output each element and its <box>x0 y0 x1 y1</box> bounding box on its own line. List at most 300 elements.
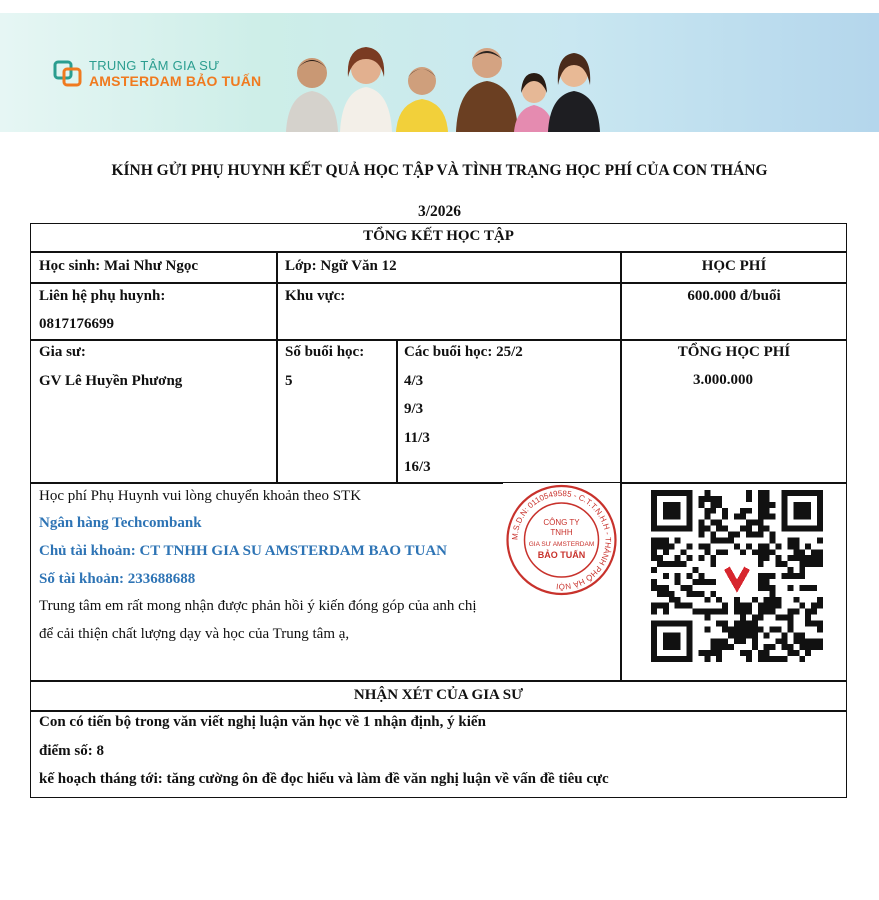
qr-module <box>698 543 704 549</box>
qr-module <box>710 650 716 656</box>
qr-module <box>704 514 710 520</box>
qr-module <box>746 632 752 638</box>
qr-module <box>787 609 793 615</box>
seal-line3: GIA SƯ AMSTERDAM <box>528 541 595 548</box>
session-dates-label: Các buổi học: 25/2 <box>404 344 523 360</box>
qr-module <box>651 585 657 591</box>
qr-module <box>764 579 770 585</box>
qr-module <box>675 579 681 585</box>
qr-module <box>728 537 734 543</box>
qr-module <box>698 555 704 561</box>
review-score: điểm số: 8 <box>39 743 104 759</box>
qr-module <box>722 526 728 532</box>
qr-module <box>758 573 764 579</box>
qr-module <box>764 597 770 603</box>
qr-module <box>799 644 805 650</box>
review-progress: Con có tiến bộ trong văn viết nghị luận văn học về 1 nhận định, ý kiến <box>39 714 486 730</box>
qr-module <box>669 591 675 597</box>
review-next-plan: kế hoạch tháng tới: tăng cường ôn đề đọc hiểu và làm đề văn nghị luận về vấn đề tiêu cực <box>39 771 609 787</box>
qr-module <box>787 555 793 561</box>
qr-module <box>805 644 811 650</box>
qr-module <box>770 591 776 597</box>
qr-module <box>740 615 746 621</box>
qr-module <box>764 502 770 508</box>
qr-module <box>734 543 740 549</box>
qr-module <box>746 532 752 538</box>
qr-module <box>817 555 823 561</box>
qr-module <box>710 496 716 502</box>
qr-module <box>710 520 716 526</box>
qr-module <box>758 561 764 567</box>
qr-module <box>787 650 793 656</box>
parent-contact-label: Liên hệ phụ huynh: <box>39 288 166 304</box>
qr-module <box>704 549 710 555</box>
qr-module <box>698 573 704 579</box>
payment-intro: Học phí Phụ Huynh vui lòng chuyển khoản theo STK <box>39 488 362 504</box>
qr-module <box>740 603 746 609</box>
qr-module <box>704 609 710 615</box>
session-date: 16/3 <box>404 459 431 475</box>
qr-module <box>805 650 811 656</box>
qr-module <box>805 561 811 567</box>
qr-module <box>781 573 787 579</box>
qr-module <box>770 585 776 591</box>
fee-header: HỌC PHÍ <box>701 258 767 274</box>
qr-module <box>799 656 805 662</box>
qr-module <box>728 644 734 650</box>
qr-module <box>704 656 710 662</box>
qr-module <box>746 508 752 514</box>
qr-module <box>805 543 811 549</box>
qr-module <box>698 532 704 538</box>
qr-module <box>698 496 704 502</box>
qr-module <box>716 496 722 502</box>
qr-module <box>663 609 669 615</box>
qr-module <box>799 573 805 579</box>
qr-module <box>710 532 716 538</box>
qr-module <box>675 597 681 603</box>
qr-module <box>716 650 722 656</box>
qr-module <box>728 632 734 638</box>
qr-module <box>787 620 793 626</box>
qr-module <box>811 644 817 650</box>
qr-module <box>793 650 799 656</box>
qr-module <box>746 609 752 615</box>
qr-module <box>817 626 823 632</box>
qr-module <box>811 561 817 567</box>
qr-module <box>675 537 681 543</box>
qr-module <box>793 543 799 549</box>
qr-module <box>758 615 764 621</box>
qr-module <box>716 644 722 650</box>
qr-module <box>781 656 787 662</box>
qr-module <box>722 514 728 520</box>
qr-module <box>787 543 793 549</box>
qr-module <box>734 609 740 615</box>
qr-module <box>817 644 823 650</box>
qr-module <box>669 597 675 603</box>
qr-module <box>787 626 793 632</box>
qr-module <box>681 585 687 591</box>
qr-module <box>764 508 770 514</box>
seal-stamp-icon <box>503 483 620 597</box>
qr-module <box>704 543 710 549</box>
qr-module <box>764 656 770 662</box>
qr-module <box>787 644 793 650</box>
qr-module <box>669 561 675 567</box>
qr-module <box>817 561 823 567</box>
qr-module <box>770 656 776 662</box>
fee-per-session: 600.000 đ/buổi <box>687 288 781 304</box>
qr-module <box>651 543 657 549</box>
qr-module <box>681 603 687 609</box>
qr-module <box>693 567 699 573</box>
qr-module <box>663 537 669 543</box>
qr-module <box>722 609 728 615</box>
qr-module <box>651 549 657 555</box>
qr-module <box>764 644 770 650</box>
qr-module <box>710 508 716 514</box>
qr-module <box>752 597 758 603</box>
qr-module <box>716 620 722 626</box>
qr-module <box>758 650 764 656</box>
payment-qr-code <box>651 489 823 663</box>
qr-module <box>716 502 722 508</box>
qr-module <box>716 526 722 532</box>
qr-module <box>716 656 722 662</box>
qr-module <box>704 626 710 632</box>
qr-module <box>693 579 699 585</box>
qr-module <box>687 603 693 609</box>
qr-module <box>776 603 782 609</box>
qr-module <box>799 632 805 638</box>
report-title <box>30 156 849 227</box>
qr-module <box>693 591 699 597</box>
qr-module <box>770 502 776 508</box>
qr-module <box>710 537 716 543</box>
session-date: 11/3 <box>404 430 430 446</box>
qr-module <box>698 526 704 532</box>
qr-module <box>787 585 793 591</box>
qr-module <box>770 537 776 543</box>
qr-module <box>669 543 675 549</box>
qr-module <box>799 603 805 609</box>
qr-module <box>787 537 793 543</box>
qr-module <box>776 555 782 561</box>
qr-module <box>764 632 770 638</box>
qr-module <box>740 650 746 656</box>
qr-module <box>698 502 704 508</box>
class-name: Lớp: Ngữ Văn 12 <box>285 258 397 274</box>
center-logo-icon <box>53 60 83 88</box>
qr-module <box>811 620 817 626</box>
qr-module <box>758 520 764 526</box>
qr-module <box>758 532 764 538</box>
qr-module <box>681 561 687 567</box>
qr-module <box>657 561 663 567</box>
qr-module <box>776 615 782 621</box>
qr-module <box>752 532 758 538</box>
svg-text:M.S.D.N: 0110549585 - C.T.T.N. <box>510 489 612 591</box>
qr-module <box>752 615 758 621</box>
qr-module <box>710 579 716 585</box>
qr-module <box>752 520 758 526</box>
qr-module <box>799 555 805 561</box>
qr-module <box>740 549 746 555</box>
qr-module <box>764 543 770 549</box>
qr-module <box>758 549 764 555</box>
total-fee: 3.000.000 <box>693 372 753 388</box>
qr-module <box>710 609 716 615</box>
seal-line1: CÔNG TY <box>543 518 580 527</box>
qr-module <box>770 573 776 579</box>
qr-module <box>710 644 716 650</box>
qr-module <box>770 597 776 603</box>
qr-module <box>746 543 752 549</box>
qr-module <box>657 537 663 543</box>
header-banner <box>0 13 879 132</box>
qr-module <box>663 591 669 597</box>
qr-module <box>716 537 722 543</box>
qr-module <box>752 638 758 644</box>
qr-module <box>716 549 722 555</box>
qr-module <box>770 609 776 615</box>
parent-phone: 0817176699 <box>39 316 114 332</box>
qr-module <box>663 573 669 579</box>
qr-module <box>793 609 799 615</box>
qr-module <box>764 490 770 496</box>
qr-module <box>722 508 728 514</box>
qr-module <box>681 549 687 555</box>
qr-module <box>758 656 764 662</box>
qr-module <box>758 496 764 502</box>
qr-module <box>776 561 782 567</box>
qr-module <box>716 638 722 644</box>
session-date: 4/3 <box>404 373 424 389</box>
qr-module <box>663 543 669 549</box>
qr-module <box>776 626 782 632</box>
sessions-count: 5 <box>285 373 293 389</box>
qr-module <box>687 591 693 597</box>
qr-module <box>817 620 823 626</box>
qr-module <box>663 561 669 567</box>
qr-module <box>716 597 722 603</box>
qr-module <box>704 508 710 514</box>
qr-module <box>770 532 776 538</box>
qr-module <box>746 656 752 662</box>
qr-module <box>687 573 693 579</box>
qr-module <box>799 638 805 644</box>
qr-module <box>710 561 716 567</box>
qr-module <box>710 591 716 597</box>
table-rule <box>396 339 398 482</box>
summary-title: TỔNG KẾT HỌC TẬP <box>363 228 514 244</box>
qr-module <box>817 549 823 555</box>
qr-module <box>663 585 669 591</box>
qr-module <box>752 549 758 555</box>
qr-module <box>704 597 710 603</box>
qr-module <box>811 638 817 644</box>
qr-module <box>651 603 657 609</box>
qr-module <box>799 549 805 555</box>
qr-module <box>746 526 752 532</box>
tutor-name: GV Lê Huyền Phương <box>39 373 183 389</box>
qr-module <box>805 638 811 644</box>
qr-module <box>722 620 728 626</box>
qr-module <box>776 656 782 662</box>
qr-module <box>740 638 746 644</box>
qr-module <box>776 543 782 549</box>
qr-module <box>770 603 776 609</box>
total-fee-label: TỔNG HỌC PHÍ <box>677 344 791 360</box>
feedback-request-line2: để cải thiện chất lượng dạy và học của Trung tâm ạ, <box>39 626 350 642</box>
qr-module <box>687 543 693 549</box>
table-rule <box>276 251 278 482</box>
qr-module <box>793 597 799 603</box>
qr-module <box>734 638 740 644</box>
qr-module <box>734 626 740 632</box>
qr-module <box>651 609 657 615</box>
report-title-line1: KÍNH GỬI PHỤ HUYNH KẾT QUẢ HỌC TẬP VÀ TÌNH TRẠNG HỌC PHÍ CỦA CON THÁNG <box>111 162 768 179</box>
qr-module <box>675 603 681 609</box>
qr-module <box>693 609 699 615</box>
qr-module <box>734 603 740 609</box>
bank-name: Ngân hàng Techcombank <box>39 515 202 531</box>
qr-module <box>758 585 764 591</box>
qr-module <box>716 609 722 615</box>
qr-module <box>752 620 758 626</box>
qr-module <box>657 591 663 597</box>
qr-module <box>698 520 704 526</box>
qr-module <box>811 603 817 609</box>
report-title-month: 3/2026 <box>417 203 462 220</box>
seal-line2: TNHH <box>550 528 573 537</box>
qr-module <box>728 626 734 632</box>
qr-module <box>758 609 764 615</box>
qr-module <box>758 543 764 549</box>
qr-module <box>781 644 787 650</box>
qr-module <box>764 573 770 579</box>
qr-module <box>704 650 710 656</box>
qr-module <box>698 650 704 656</box>
qr-module <box>657 543 663 549</box>
qr-module <box>817 638 823 644</box>
sessions-label: Số buổi học: <box>285 344 365 360</box>
qr-module <box>722 644 728 650</box>
qr-module <box>811 549 817 555</box>
qr-module <box>734 597 740 603</box>
qr-module <box>710 502 716 508</box>
student-name: Học sinh: Mai Như Ngọc <box>39 258 199 274</box>
qr-module <box>758 490 764 496</box>
qr-module <box>752 626 758 632</box>
qr-module <box>770 644 776 650</box>
qr-module <box>746 520 752 526</box>
qr-module <box>758 626 764 632</box>
qr-module <box>698 609 704 615</box>
qr-module <box>770 626 776 632</box>
qr-module <box>716 520 722 526</box>
qr-module <box>722 537 728 543</box>
qr-module <box>764 585 770 591</box>
qr-module <box>793 555 799 561</box>
tutor-label: Gia sư: <box>39 344 86 360</box>
qr-module <box>764 609 770 615</box>
qr-module <box>752 632 758 638</box>
qr-module <box>781 638 787 644</box>
feedback-request-line1: Trung tâm em rất mong nhận được phản hồi ý kiến đóng góp của anh chị <box>39 598 477 614</box>
qr-module <box>704 496 710 502</box>
qr-module <box>776 597 782 603</box>
qr-module <box>704 526 710 532</box>
qr-module <box>687 555 693 561</box>
table-rule <box>620 251 622 680</box>
qr-module <box>811 555 817 561</box>
qr-module <box>651 579 657 585</box>
qr-module <box>758 526 764 532</box>
qr-module <box>811 585 817 591</box>
qr-module <box>793 549 799 555</box>
qr-module <box>764 496 770 502</box>
qr-module <box>764 603 770 609</box>
qr-module <box>675 573 681 579</box>
qr-module <box>764 650 770 656</box>
qr-module <box>781 561 787 567</box>
qr-module <box>657 585 663 591</box>
qr-module <box>793 537 799 543</box>
qr-module <box>817 603 823 609</box>
qr-module <box>787 615 793 621</box>
qr-module <box>758 502 764 508</box>
qr-module <box>746 603 752 609</box>
qr-module <box>758 508 764 514</box>
qr-module <box>746 490 752 496</box>
qr-module <box>787 573 793 579</box>
seal-ring-text: M.S.D.N: 0110549585 - C.T.T.N.H.H - THÀNH PHỐ HÀ NỘI <box>510 488 613 592</box>
qr-module <box>746 650 752 656</box>
qr-module <box>817 537 823 543</box>
qr-module <box>793 573 799 579</box>
qr-module <box>675 561 681 567</box>
qr-module <box>752 644 758 650</box>
qr-module <box>758 514 764 520</box>
qr-module <box>746 496 752 502</box>
qr-module <box>811 609 817 615</box>
qr-module <box>740 508 746 514</box>
qr-module <box>805 609 811 615</box>
qr-module <box>657 555 663 561</box>
review-title: NHẬN XÉT CỦA GIA SƯ <box>353 687 524 703</box>
brand-name-bottom: AMSTERDAM BẢO TUẤN <box>89 73 262 89</box>
qr-module <box>740 620 746 626</box>
qr-module <box>663 603 669 609</box>
qr-module <box>710 555 716 561</box>
qr-module <box>722 603 728 609</box>
qr-module <box>746 620 752 626</box>
qr-module <box>764 526 770 532</box>
qr-module <box>734 532 740 538</box>
qr-module <box>651 567 657 573</box>
qr-module <box>758 555 764 561</box>
qr-module <box>740 632 746 638</box>
qr-module <box>734 620 740 626</box>
session-date: 9/3 <box>404 401 424 417</box>
qr-module <box>758 603 764 609</box>
qr-module <box>740 514 746 520</box>
qr-module <box>805 620 811 626</box>
qr-module <box>734 632 740 638</box>
qr-module <box>793 638 799 644</box>
